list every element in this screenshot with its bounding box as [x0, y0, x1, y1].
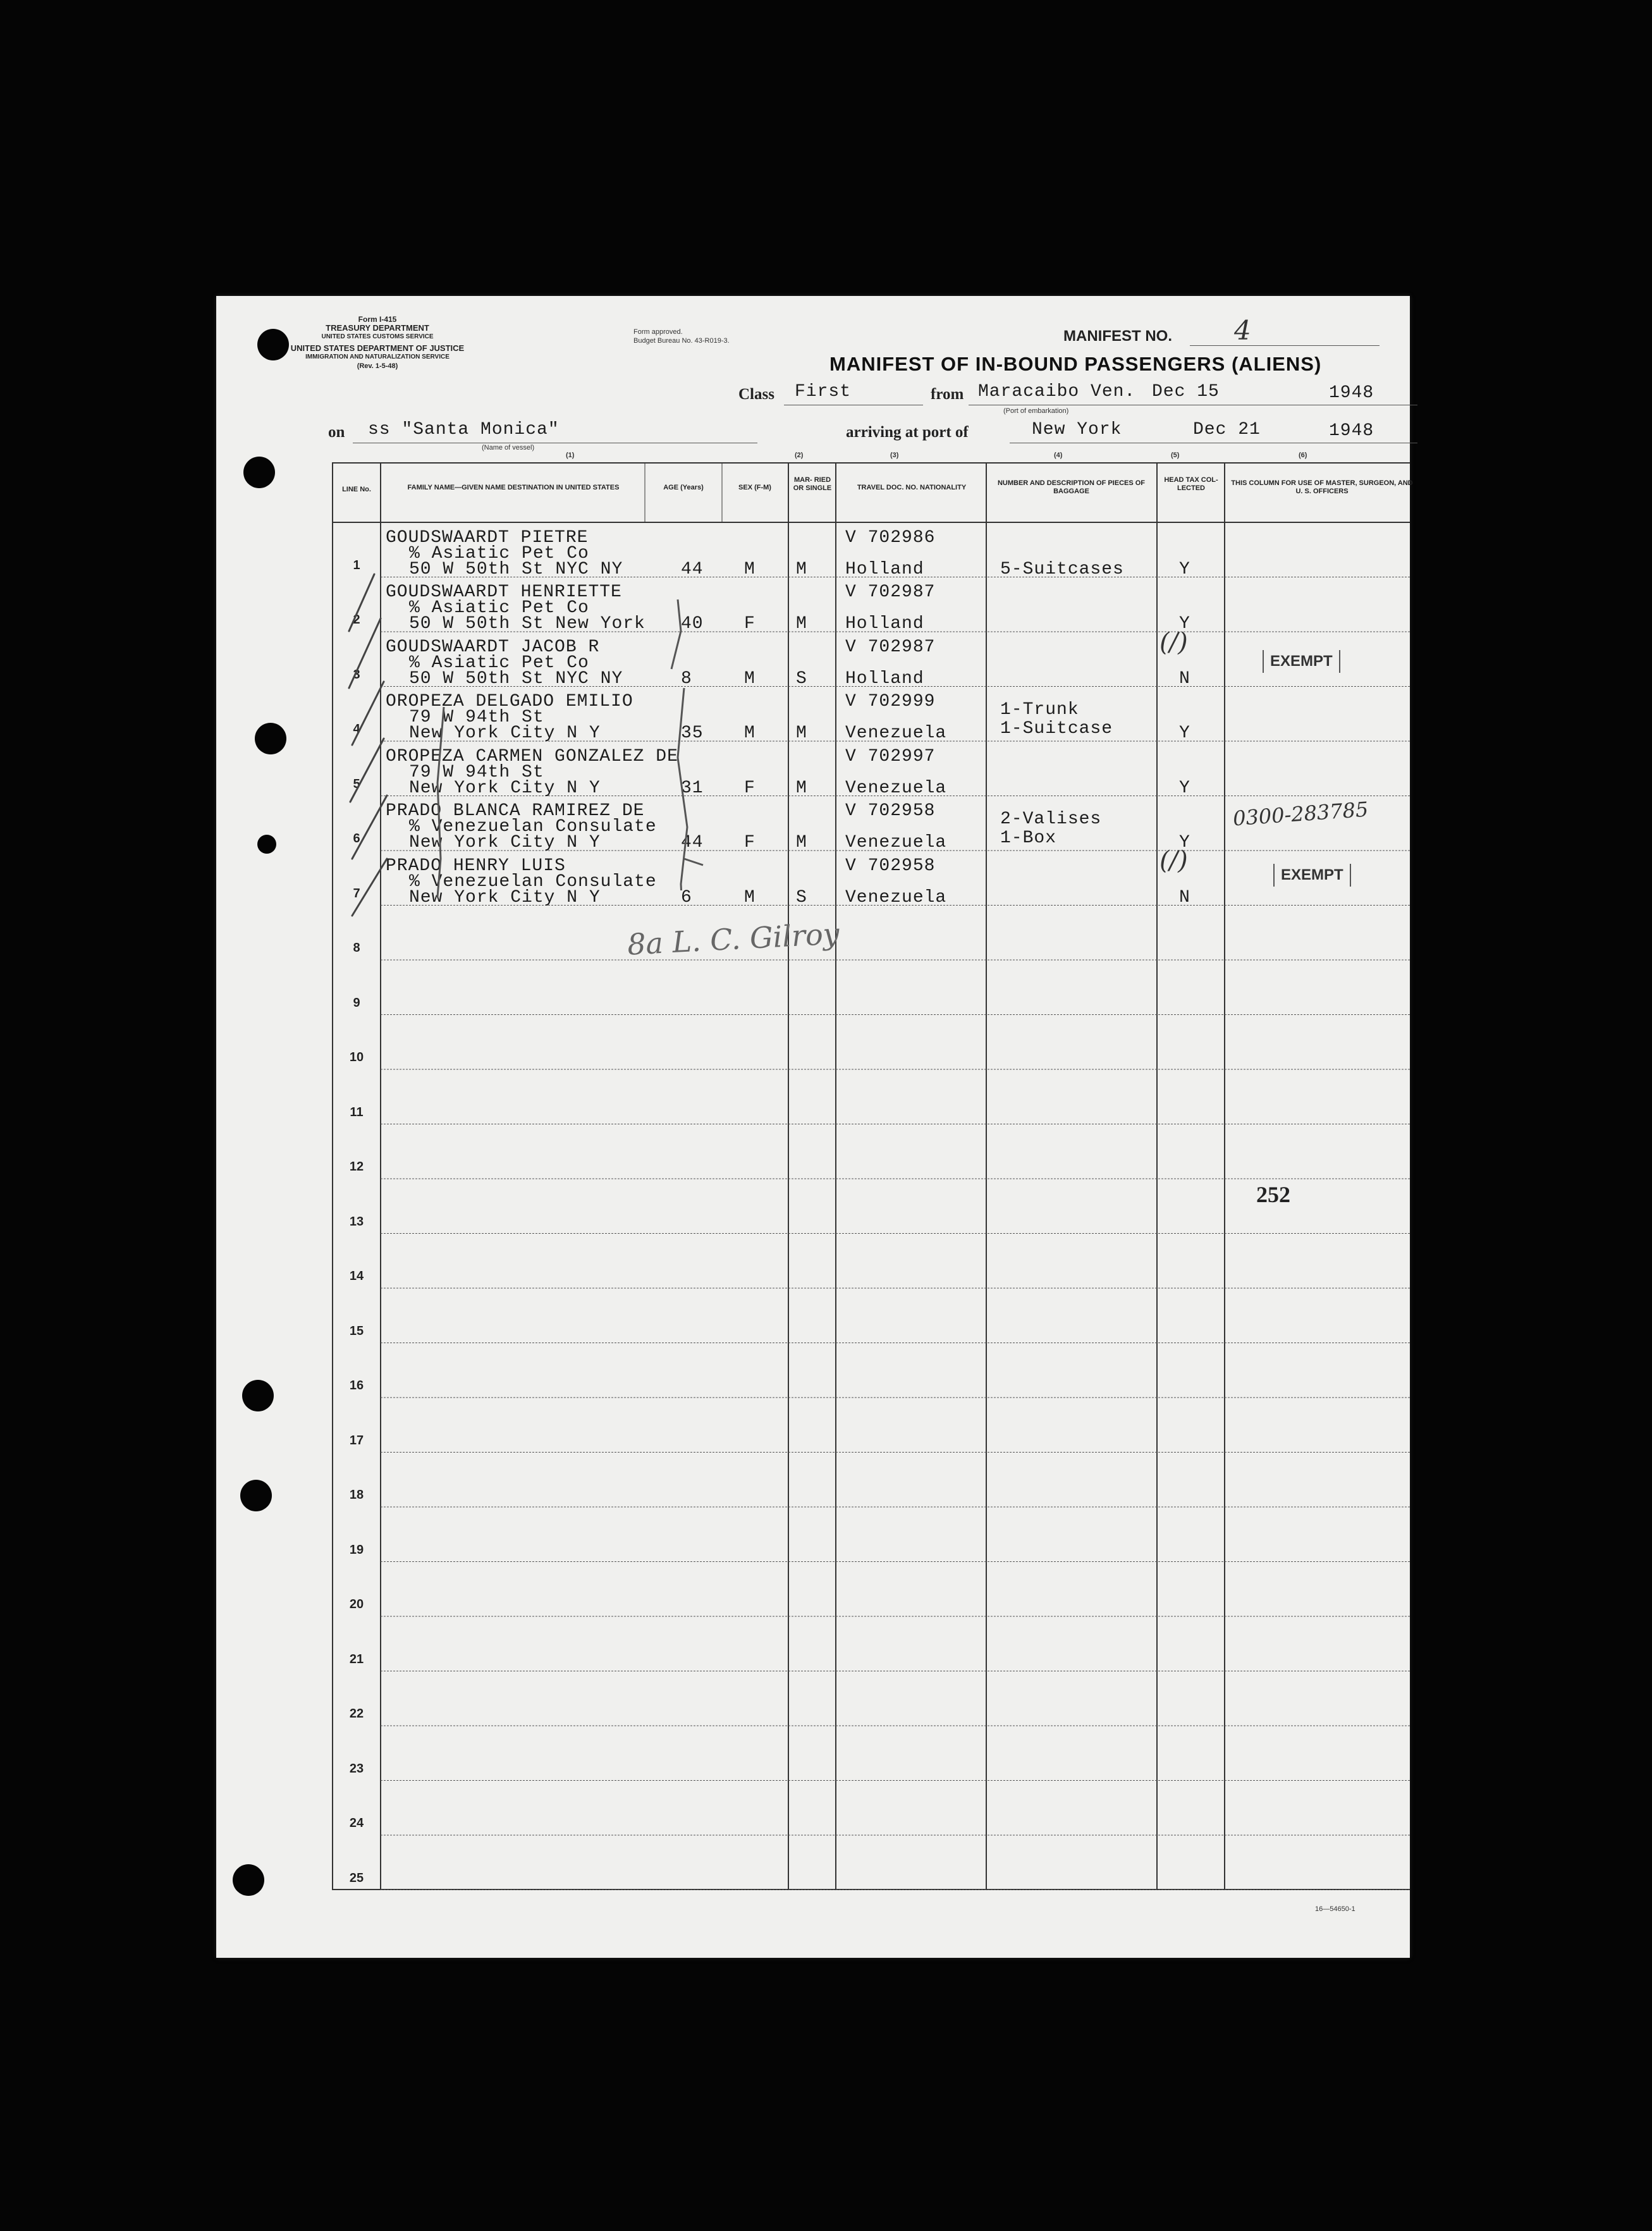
line-number: 4 [353, 722, 360, 736]
passenger-travel-doc: V 702987 [845, 637, 936, 657]
passenger-head-tax: Y [1179, 778, 1190, 798]
passenger-care-of: % Asiatic Pet Co [409, 653, 589, 673]
handwritten-number: 0300-283785 [1232, 797, 1369, 831]
passenger-care-of: 79 W 94th St [409, 708, 544, 727]
line-number: 10 [349, 1050, 364, 1064]
line-number: 16 [349, 1379, 364, 1392]
passenger-nationality: Venezuela [845, 723, 947, 743]
line-number: 7 [353, 886, 360, 900]
binder-hole [255, 723, 286, 754]
passenger-sex: M [744, 887, 756, 907]
col-num-1: (1) [566, 452, 575, 459]
line-number: 23 [349, 1761, 364, 1776]
line-number: 6 [353, 832, 360, 845]
passenger-nationality: Venezuela [845, 833, 947, 852]
passenger-nationality: Holland [845, 614, 924, 634]
passenger-address: New York City N Y [409, 887, 601, 907]
vessel-note: (Name of vessel) [482, 444, 535, 452]
header-line-no: LINE No. [342, 486, 371, 493]
passenger-head-tax: Y [1179, 559, 1190, 579]
line-number: 11 [350, 1105, 364, 1119]
passenger-baggage-1: 2-Valises [1000, 809, 1102, 829]
form-id: Form I-415 [358, 315, 397, 324]
passenger-age: 31 [681, 778, 704, 798]
passenger-baggage-2: 1-Suitcase [1000, 719, 1113, 739]
line-number: 9 [353, 995, 360, 1010]
check-marks [336, 562, 501, 1232]
line-number: 20 [349, 1597, 364, 1611]
on-label: on [328, 424, 345, 441]
line-number: 1 [353, 558, 360, 572]
dept-justice-sub: IMMIGRATION AND NATURALIZATION SERVICE [305, 353, 450, 360]
passenger-head-tax: Y [1179, 833, 1190, 852]
budget-bureau: Budget Bureau No. 43-R019-3. [633, 337, 730, 345]
dept-justice: UNITED STATES DEPARTMENT OF JUSTICE [290, 343, 465, 353]
passenger-baggage-2: 1-Box [1000, 828, 1057, 848]
passenger-marital-status: M [796, 614, 807, 634]
binder-hole [257, 835, 276, 854]
passenger-travel-doc: V 702997 [845, 746, 936, 766]
passenger-head-tax: Y [1179, 723, 1190, 743]
passenger-care-of: % Asiatic Pet Co [409, 543, 589, 563]
line-number: 8 [353, 941, 360, 955]
tax-mark-1: (/) [1159, 628, 1188, 657]
header-baggage: NUMBER AND DESCRIPTION OF PIECES OF BAGGAGE [997, 479, 1146, 495]
line-number: 13 [349, 1214, 364, 1229]
col-num-4: (4) [1054, 452, 1063, 459]
arriving-year: 1948 [1329, 421, 1374, 441]
from-year: 1948 [1329, 383, 1374, 403]
exempt-stamp-2: EXEMPT [1273, 864, 1351, 887]
manifest-page [216, 296, 1413, 1958]
exempt-stamp-1: EXEMPT [1263, 650, 1340, 673]
from-port: Maracaibo Ven. [978, 382, 1136, 402]
passenger-marital-status: S [796, 668, 807, 689]
passenger-travel-doc: V 702958 [845, 801, 936, 821]
line-number: 21 [349, 1652, 364, 1666]
form-revision: (Rev. 1-5-48) [357, 362, 398, 370]
col-num-5: (5) [1171, 452, 1180, 459]
binder-hole [233, 1864, 264, 1896]
manifest-title: MANIFEST OF IN-BOUND PASSENGERS (ALIENS) [829, 353, 1322, 375]
passenger-age: 44 [681, 833, 704, 852]
dept-treasury-sub: UNITED STATES CUSTOMS SERVICE [321, 333, 434, 340]
header-official-use: THIS COLUMN FOR USE OF MASTER, SURGEON, AND U. S. OFFICERS [1231, 479, 1413, 495]
col-num-6: (6) [1299, 452, 1307, 459]
passenger-address: 50 W 50th St New York [409, 614, 646, 634]
passenger-baggage-1: 5-Suitcases [1000, 559, 1124, 579]
passenger-sex: M [744, 668, 756, 689]
passenger-travel-doc: V 702999 [845, 692, 936, 711]
passenger-nationality: Holland [845, 559, 924, 579]
line-number: 24 [349, 1816, 364, 1830]
passenger-nationality: Holland [845, 668, 924, 689]
from-label: from [931, 386, 964, 403]
passenger-name: OROPEZA DELGADO EMILIO [386, 692, 633, 711]
passenger-name: PRADO BLANCA RAMIREZ DE [386, 801, 645, 821]
class-label: Class [738, 386, 774, 403]
form-code: 16—54650-1 [1315, 1905, 1355, 1913]
passenger-care-of: % Venezuelan Consulate [409, 817, 657, 837]
line-number: 14 [349, 1269, 364, 1283]
passenger-head-tax: N [1179, 887, 1190, 907]
signature: 8a L. C. Gilroy [626, 916, 840, 962]
passenger-head-tax: N [1179, 668, 1190, 689]
passenger-address: 50 W 50th St NYC NY [409, 668, 623, 689]
passenger-travel-doc: V 702987 [845, 582, 936, 602]
from-date: Dec 15 [1152, 382, 1220, 402]
passenger-care-of: % Asiatic Pet Co [409, 598, 589, 618]
passenger-travel-doc: V 702958 [845, 856, 936, 876]
passenger-age: 35 [681, 723, 704, 743]
passenger-care-of: 79 W 94th St [409, 762, 544, 782]
arriving-port: New York [1032, 420, 1122, 439]
class-value: First [795, 382, 852, 402]
passenger-marital-status: M [796, 559, 807, 579]
passenger-sex: M [744, 723, 756, 743]
passenger-sex: M [744, 559, 756, 579]
binder-hole [257, 329, 289, 360]
passenger-sex: F [744, 614, 756, 634]
arriving-date: Dec 21 [1193, 420, 1261, 439]
passenger-name: GOUDSWAARDT JACOB R [386, 637, 600, 657]
arriving-label: arriving at port of [846, 424, 969, 441]
passenger-head-tax: Y [1179, 614, 1190, 634]
passenger-age: 40 [681, 614, 704, 634]
passenger-name: GOUDSWAARDT HENRIETTE [386, 582, 622, 602]
col-num-2: (2) [795, 452, 804, 459]
binder-hole [240, 1480, 272, 1511]
passenger-address: New York City N Y [409, 778, 601, 798]
line-number: 17 [349, 1433, 364, 1447]
age-column-marks [633, 593, 709, 890]
dept-treasury: TREASURY DEPARTMENT [326, 323, 429, 333]
passenger-age: 6 [681, 887, 692, 907]
passenger-nationality: Venezuela [845, 778, 947, 798]
line-number: 3 [353, 667, 360, 682]
header-married: MAR- RIED OR SINGLE [793, 476, 832, 492]
header-sex: SEX (F-M) [738, 484, 771, 491]
passenger-baggage-1: 1-Trunk [1000, 700, 1079, 720]
header-age: AGE (Years) [663, 484, 704, 491]
vessel-name: ss "Santa Monica" [368, 420, 560, 439]
line-number: 19 [349, 1542, 364, 1557]
passenger-marital-status: M [796, 833, 807, 852]
line-number: 12 [349, 1160, 364, 1174]
passenger-travel-doc: V 702986 [845, 527, 936, 548]
tax-mark-2: (/) [1159, 846, 1188, 875]
passenger-sex: F [744, 778, 756, 798]
header-name: FAMILY NAME—GIVEN NAME DESTINATION IN UNITED STATES [407, 484, 620, 491]
line-number: 2 [353, 613, 360, 627]
passenger-name: PRADO HENRY LUIS [386, 856, 566, 876]
manifest-no-label: MANIFEST NO. [1063, 328, 1172, 345]
passenger-sex: F [744, 833, 756, 852]
header-travel-doc: TRAVEL DOC. NO. NATIONALITY [857, 484, 967, 491]
passenger-name: OROPEZA CARMEN GONZALEZ DE [386, 746, 678, 766]
col-num-3: (3) [890, 452, 899, 459]
page-number: 252 [1256, 1182, 1290, 1207]
passenger-nationality: Venezuela [845, 887, 947, 907]
passenger-age: 8 [681, 668, 692, 689]
passenger-marital-status: M [796, 778, 807, 798]
form-approved: Form approved. [633, 328, 683, 336]
port-of-embarkation-note: (Port of embarkation) [1003, 407, 1069, 415]
passenger-age: 44 [681, 559, 704, 579]
passenger-address: New York City N Y [409, 833, 601, 852]
header-head-tax: HEAD TAX COL- LECTED [1164, 476, 1218, 492]
binder-hole [243, 457, 275, 488]
line-number: 15 [349, 1324, 364, 1338]
line-number: 5 [353, 777, 360, 791]
passenger-marital-status: S [796, 887, 807, 907]
line-number: 18 [349, 1488, 364, 1502]
passenger-care-of: % Venezuelan Consulate [409, 871, 657, 892]
manifest-no-value: 4 [1234, 315, 1251, 346]
line-number: 22 [349, 1707, 364, 1721]
passenger-address: New York City N Y [409, 723, 601, 743]
binder-hole [242, 1380, 274, 1411]
passenger-name: GOUDSWAARDT PIETRE [386, 527, 589, 548]
line-number: 25 [349, 1871, 364, 1885]
passenger-address: 50 W 50th St NYC NY [409, 559, 623, 579]
passenger-marital-status: M [796, 723, 807, 743]
